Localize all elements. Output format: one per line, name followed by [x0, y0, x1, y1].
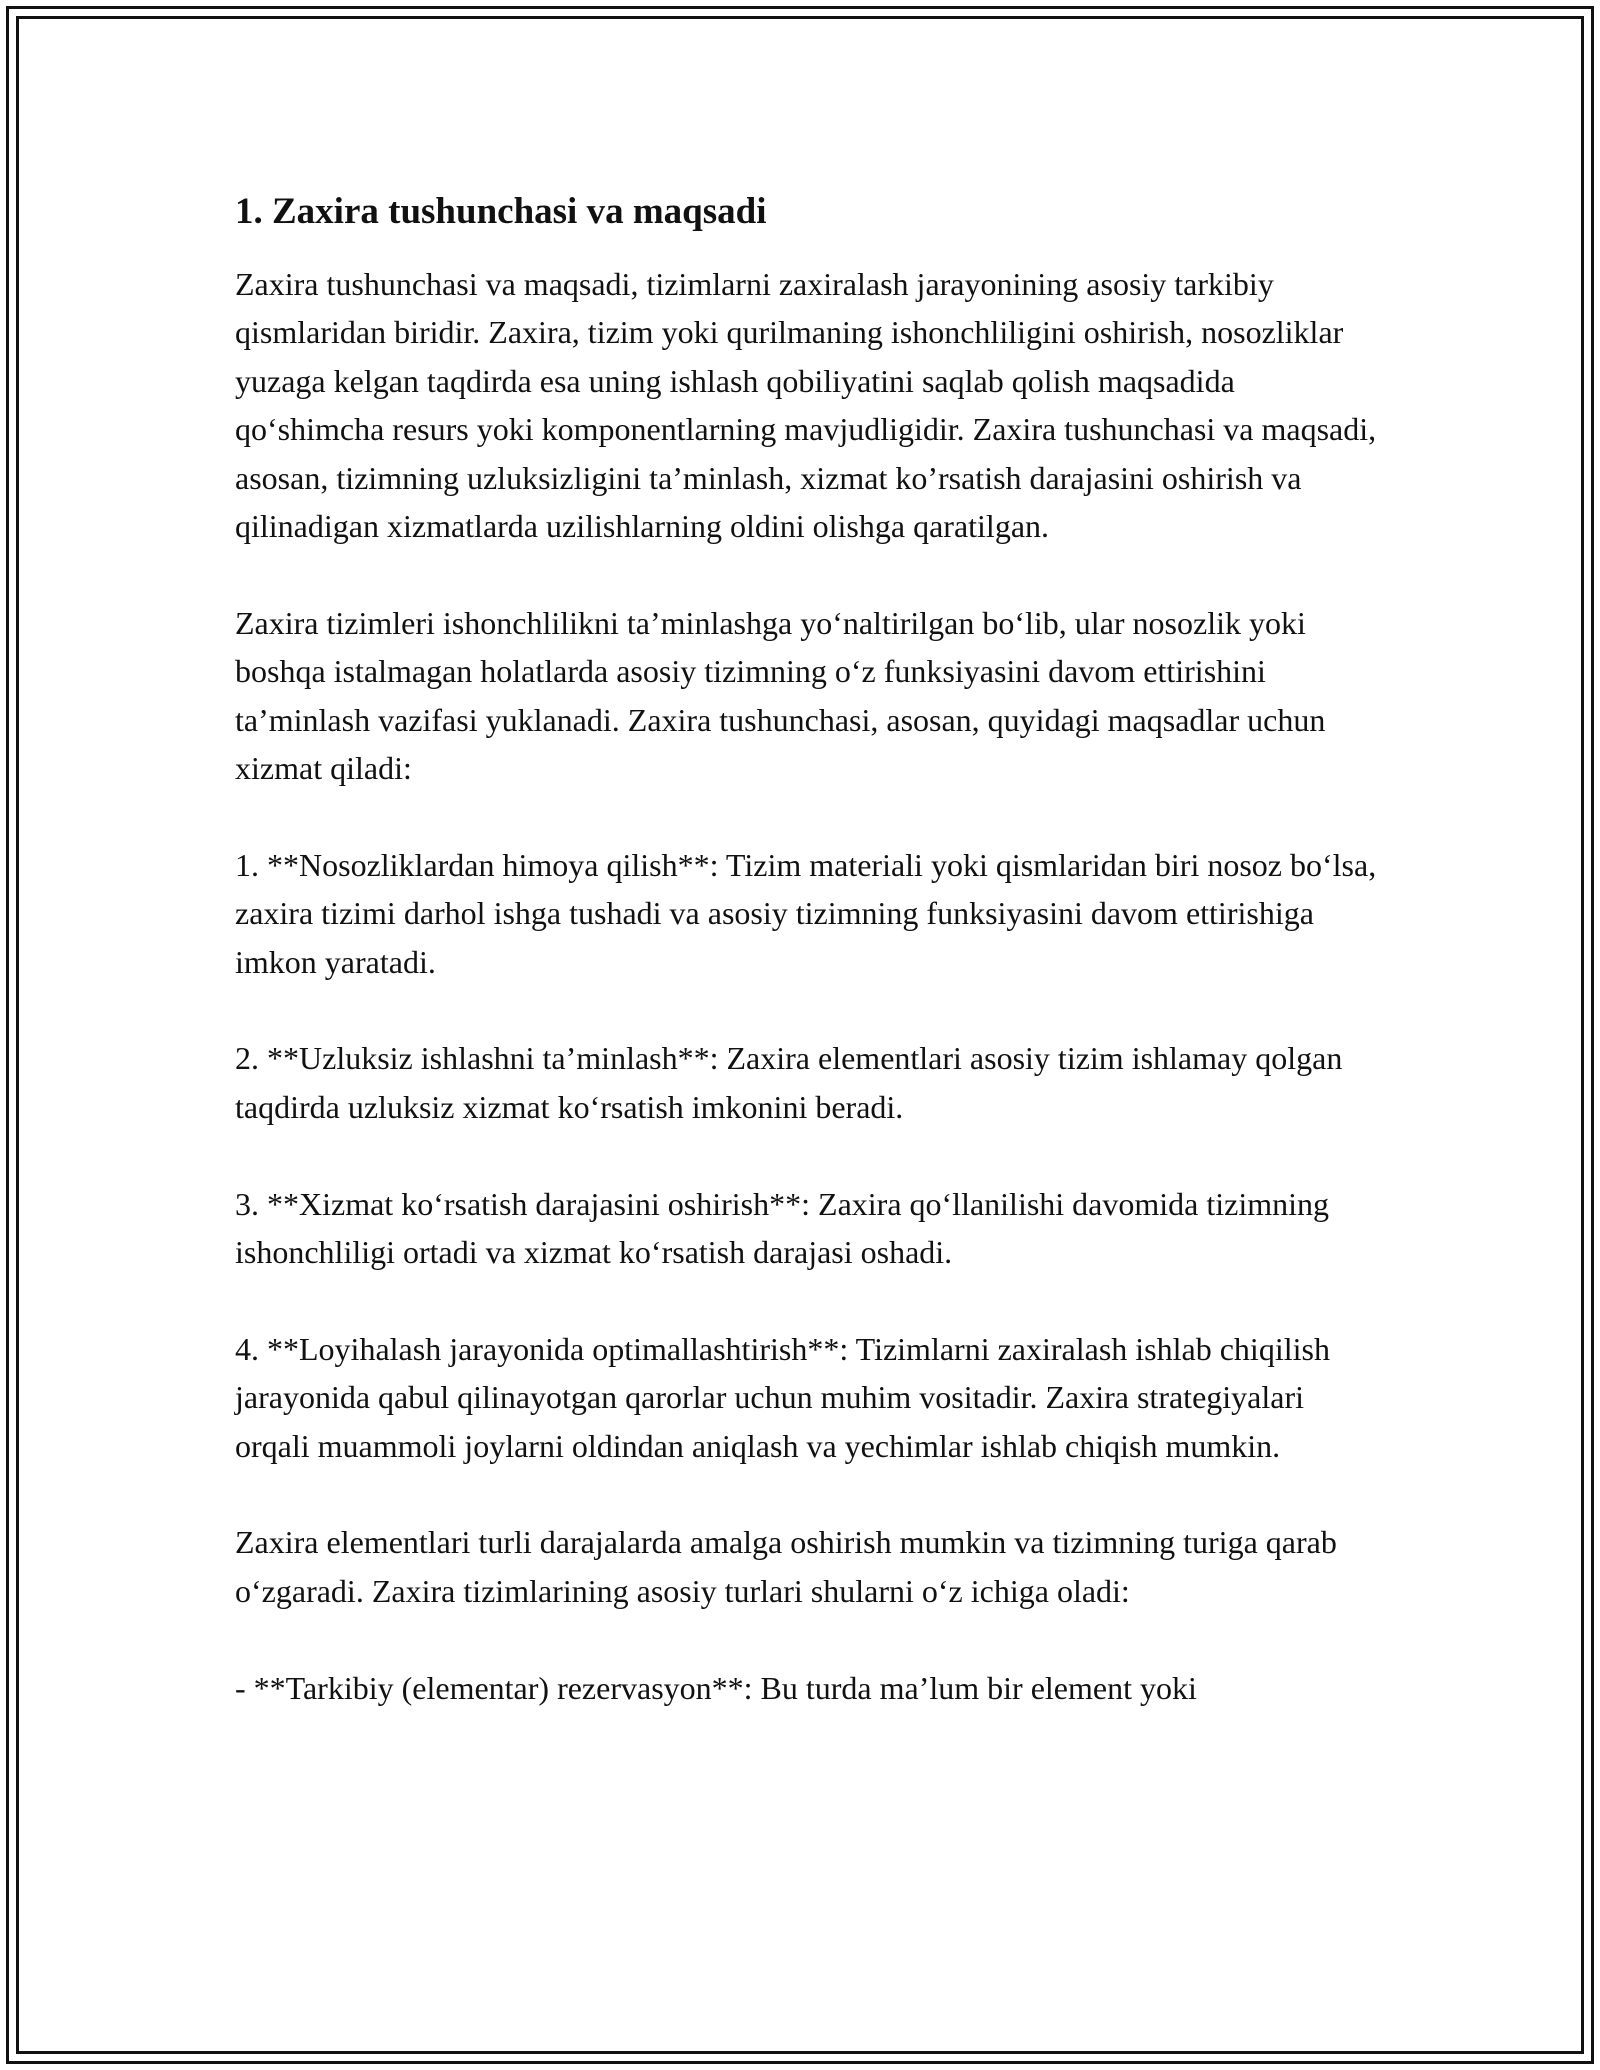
list-item-3: 3. **Xizmat ko‘rsatish darajasini oshirish**: Zaxira qo‘llanilishi davomida tizimning ishonchliligi ortadi va xizmat ko‘rsatish darajasi oshadi. — [235, 1185, 1330, 1271]
list-item-2: 2. **Uzluksiz ishlashni ta’minlash**: Zaxira elementlari asosiy tizim ishlamay qolgan taqdirda uzluksiz xizmat ko‘rsatish imkonini beradi. — [235, 1040, 1343, 1125]
list-item-1: 1. **Nosozliklardan himoya qilish**: Tizim materiali yoki qismlaridan biri nosoz bo‘lsa, zaxira tizimi darhol ishga tushadi va asosiy tizimning funksiyasini davom ettirishiga imkon yaratadi. — [235, 846, 1377, 980]
paragraph-intro: Zaxira tushunchasi va maqsadi, tizimlarni zaxiralash jarayonining asosiy tarkibiy qismlaridan biridir. Zaxira, tizim yoki qurilmaning ishonchliligini oshirish, nosozliklar yuzaga kelgan taqdirda esa uning ishlash qobiliyatini saqlab qolish maqsadida qo‘shimcha resurs yoki komponentlarning mavjudligidir. Zaxira tushunchasi va maqsadi, asosan, tizimning uzluksizligini ta’minlash, xizmat ko’rsatish darajasini oshirish va qilinadigan xizmatlarda uzilishlarning oldini olishga qaratilgan. — [235, 266, 1377, 545]
document-body — [235, 186, 1385, 1712]
paragraph-types: Zaxira elementlari turli darajalarda amalga oshirish mumkin va tizimning turiga qarab o‘zgaradi. Zaxira tizimlarining asosiy turlari shularni o‘z ichiga oladi: — [235, 1524, 1337, 1609]
bullet-item: - **Tarkibiy (elementar) rezervasyon**: Bu turda ma’lum bir element yoki — [235, 1669, 1197, 1706]
list-item-4: 4. **Loyihalash jarayonida optimallashtirish**: Tizimlarni zaxiralash ishlab chiqilish jarayonida qabul qilinayotgan qarorlar uchun muhim vositadir. Zaxira strategiyalari orqali muammoli joylarni oldindan aniqlash va yechimlar ishlab chiqish mumkin. — [235, 1330, 1330, 1464]
section-heading: 1. Zaxira tushunchasi va maqsadi — [235, 191, 767, 232]
paragraph-purpose: Zaxira tizimleri ishonchlilikni ta’minlashga yo‘naltirilgan bo‘lib, ular nosozlik yoki boshqa istalmagan holatlarda asosiy tizimning o‘z funksiyasini davom ettirishini ta’minlash vazifasi yuklanadi. Zaxira tushunchasi, asosan, quyidagi maqsadlar uchun xizmat qiladi: — [235, 604, 1326, 787]
